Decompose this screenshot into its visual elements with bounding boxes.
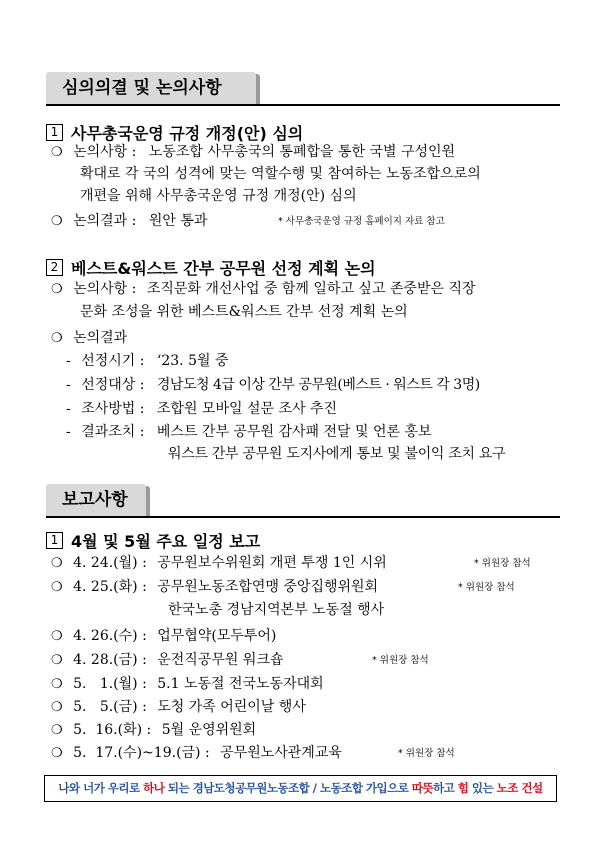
dash-bullet: - [66,377,71,393]
slogan-text: 나와 너가 우리로 [58,781,144,795]
dash-bullet: - [66,353,71,369]
circle-bullet-icon: ❍ [51,700,63,715]
sub-item [66,421,432,443]
sub-label: 조사방법 : [81,401,145,417]
event-date: 5. 17.(수)~19.(금) : [73,745,210,761]
item-number-box: 1 [46,532,63,549]
event-text: 5.1 노동절 전국노동자대회 [157,676,324,692]
slogan-highlight: 따뜻 [411,781,434,795]
circle-bullet-icon: ❍ [51,677,63,692]
sub-item [66,350,228,372]
circle-bullet-icon: ❍ [51,556,63,571]
section-title-report: 보고사항 [46,484,146,516]
schedule-item [51,552,387,575]
event-date: 4. 26.(수) : [73,628,147,644]
item-number-box: 1 [46,124,63,141]
item-text: 조직문화 개선사업 중 함께 일하고 싶고 존중받은 직장 [146,281,476,297]
section-title-deliberation: 심의의결 및 논의사항 [46,72,256,104]
sub-label: 선정대상 : [81,377,145,393]
slogan-highlight: 힘 [457,781,469,795]
slogan-banner [44,775,557,802]
event-date: 4. 28.(금) : [73,652,147,668]
circle-bullet-icon: ❍ [51,214,63,229]
event-text-continued: 한국노총 경남지역본부 노동절 행사 [168,602,385,618]
sub-text: 조합원 모바일 설문 조사 추진 [156,401,337,417]
circle-bullet-icon: ❍ [51,145,63,160]
dash-bullet: - [66,401,71,417]
agenda-title: 베스트&워스트 간부 공무원 선정 계획 논의 [71,259,376,278]
schedule-item [51,576,378,599]
sub-text: 경남도청 4급 이상 간부 공무원(베스트 · 워스트 각 3명) [156,377,480,393]
sub-text: ‘23. 5월 중 [156,353,229,369]
event-text: 공무원노사관계교육 [220,745,342,761]
item-label: 논의결과 : [73,213,137,229]
report-heading-1 [46,529,260,552]
section-divider [46,104,560,106]
circle-bullet-icon: ❍ [51,331,63,346]
item-label: 논의사항 : [73,281,137,297]
footnote: * 위원장 참석 [398,748,455,759]
list-item [51,327,127,350]
item-label: 논의사항 : [73,144,137,160]
item-text-continued: 확대로 각 국의 성격에 맞는 역할수행 및 참여하는 노동조합으로의 [80,166,481,182]
schedule-item [51,625,276,648]
footnote: * 위원장 참석 [458,582,515,593]
event-text: 5월 운영위원회 [161,722,257,738]
sub-item [66,374,480,396]
schedule-item [51,649,283,672]
event-text: 업무협약(모두투어) [157,628,277,644]
event-text: 운전직공무원 워크숍 [157,652,284,668]
list-item [51,278,476,301]
event-date: 5. 5.(금) : [73,699,147,715]
sub-text: 베스트 간부 공무원 감사패 전달 및 언론 홍보 [156,424,432,440]
item-number-box: 2 [46,259,63,276]
slogan-highlight: 노조 건설 [496,781,543,795]
circle-bullet-icon: ❍ [51,580,63,595]
footnote: * 사무총국운영 규정 홈페이지 자료 참고 [278,216,445,227]
agenda-heading-2 [46,256,376,279]
event-text: 도청 가족 어린이날 행사 [157,699,306,715]
circle-bullet-icon: ❍ [51,282,63,297]
event-date: 4. 25.(화) : [73,579,147,595]
event-date: 5. 1.(월) : [73,676,147,692]
agenda-title: 사무총국운영 규정 개정(안) 심의 [71,124,304,143]
schedule-item [51,696,306,719]
item-text-continued: 문화 조성을 위한 베스트&워스트 간부 선정 계획 논의 [80,304,408,320]
slogan-text: 있는 [468,781,497,795]
item-text: 노동조합 사무총국의 통폐합을 통한 국별 구성인원 [148,144,456,160]
circle-bullet-icon: ❍ [51,723,63,738]
slogan-highlight: 하나 [143,781,165,795]
event-date: 5. 16.(화) : [73,722,152,738]
sub-item [66,398,337,420]
slogan-text: 하고 [433,781,458,795]
circle-bullet-icon: ❍ [51,629,63,644]
list-item [51,141,455,164]
item-text-continued: 개편을 위해 사무총국운영 규정 개정(안) 심의 [80,188,357,204]
slogan-text: 되는 경남도청공무원노동조합 / 노동조합 가입으로 [164,781,412,795]
schedule-item [51,719,256,742]
sub-text-continued: 워스트 간부 공무원 도지사에게 통보 및 불이익 조치 요구 [168,446,506,462]
schedule-item [51,673,324,696]
section-divider [46,516,560,518]
footnote: * 위원장 참석 [474,558,531,569]
circle-bullet-icon: ❍ [51,746,63,761]
footnote: * 위원장 참석 [372,655,429,666]
dash-bullet: - [66,424,71,440]
sub-label: 결과조치 : [81,424,145,440]
sub-label: 선정시기 : [81,353,145,369]
circle-bullet-icon: ❍ [51,653,63,668]
event-text: 공무원노동조합연맹 중앙집행위원회 [157,579,379,595]
event-date: 4. 24.(월) : [73,555,147,571]
report-title: 4월 및 5월 주요 일정 보고 [71,532,261,551]
event-text: 공무원보수위원회 개편 투쟁 1인 시위 [157,555,387,571]
list-item [51,210,207,233]
item-text: 원안 통과 [148,213,208,229]
schedule-item [51,742,342,765]
item-label: 논의결과 [73,330,128,346]
